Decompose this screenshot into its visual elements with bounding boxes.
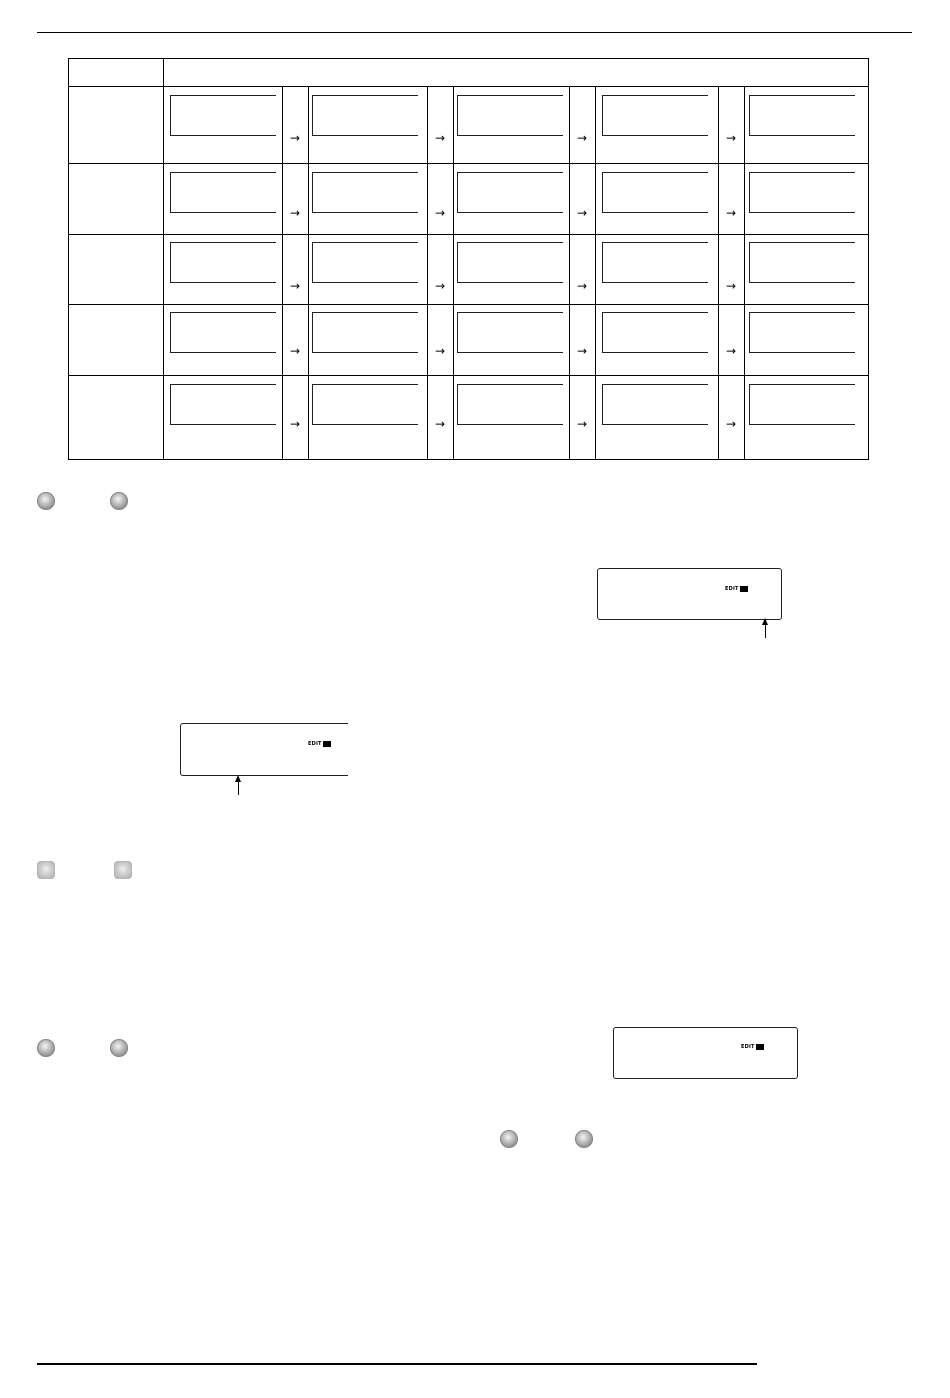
arrow-right-icon: → (576, 417, 588, 431)
table-border-bottom (68, 459, 869, 460)
arrow-right-icon: → (289, 344, 301, 358)
arrow-col-divider (595, 86, 596, 460)
square-button-icon (114, 861, 132, 879)
arrow-col-divider (308, 86, 309, 460)
arrow-right-icon: → (576, 206, 588, 220)
arrow-right-icon: → (725, 417, 737, 431)
lcd-display (613, 1027, 798, 1079)
dial-knob-icon (500, 1130, 518, 1148)
dial-knob-icon (110, 1039, 128, 1057)
lcd-screen (457, 384, 563, 425)
dial-knob-icon (110, 492, 128, 510)
table-row-divider (68, 234, 869, 235)
arrow-right-icon: → (434, 206, 446, 220)
lcd-screen (457, 95, 563, 136)
arrow-right-icon: → (576, 344, 588, 358)
edit-label: EDIT (741, 1044, 755, 1050)
lcd-screen (457, 312, 563, 353)
lcd-screen (312, 384, 418, 425)
arrow-right-icon: → (576, 279, 588, 293)
edit-mode-box-icon (756, 1044, 764, 1050)
screen-sequence-table (0, 0, 950, 470)
arrow-right-icon: → (434, 344, 446, 358)
lcd-screen (749, 312, 855, 353)
table-header-content-cell (166, 60, 866, 84)
arrow-col-divider (744, 86, 745, 460)
lcd-screen (602, 384, 708, 425)
edit-label: EDIT (308, 741, 322, 747)
lcd-screen (170, 95, 276, 136)
arrow-right-icon: → (434, 279, 446, 293)
lcd-screen (457, 172, 563, 213)
lcd-display (180, 723, 348, 776)
arrow-col-divider (569, 86, 570, 460)
cursor-pointer-arrow-icon (238, 781, 239, 795)
arrow-right-icon: → (289, 417, 301, 431)
edit-mode-box-icon (740, 586, 748, 592)
lcd-screen (457, 242, 563, 283)
dial-knob-icon (575, 1130, 593, 1148)
lcd-screen (602, 172, 708, 213)
table-row-divider (68, 304, 869, 305)
arrow-col-divider (453, 86, 454, 460)
lcd-screen (602, 242, 708, 283)
lcd-screen (170, 172, 276, 213)
edit-indicator (741, 1044, 764, 1050)
lcd-screen (170, 312, 276, 353)
lcd-screen (602, 95, 708, 136)
arrow-right-icon: → (434, 417, 446, 431)
footer-rule (37, 1363, 757, 1365)
table-header-divider (68, 86, 869, 87)
lcd-screen (749, 95, 855, 136)
arrow-right-icon: → (576, 131, 588, 145)
square-button-icon (37, 861, 55, 879)
lcd-screen (170, 384, 276, 425)
table-header-label-cell (70, 60, 160, 84)
lcd-screen (312, 312, 418, 353)
edit-indicator (308, 741, 331, 747)
arrow-col-divider (282, 86, 283, 460)
edit-label: EDIT (725, 586, 739, 592)
dial-knob-icon (37, 492, 55, 510)
arrow-right-icon: → (725, 279, 737, 293)
arrow-col-divider (427, 86, 428, 460)
table-border-top (68, 58, 869, 59)
arrow-col-divider (718, 86, 719, 460)
arrow-right-icon: → (725, 131, 737, 145)
arrow-right-icon: → (725, 344, 737, 358)
arrow-right-icon: → (725, 206, 737, 220)
arrow-right-icon: → (289, 206, 301, 220)
table-border-right (868, 58, 869, 460)
dial-knob-icon (37, 1039, 55, 1057)
table-border-left (68, 58, 69, 460)
lcd-screen (602, 312, 708, 353)
lcd-screen (312, 172, 418, 213)
lcd-screen (170, 242, 276, 283)
lcd-display (597, 568, 782, 620)
table-label-divider (163, 58, 164, 460)
arrow-right-icon: → (289, 131, 301, 145)
table-row-divider (68, 375, 869, 376)
arrow-right-icon: → (289, 279, 301, 293)
lcd-screen (749, 384, 855, 425)
arrow-right-icon: → (434, 131, 446, 145)
lcd-screen (312, 95, 418, 136)
lcd-screen (312, 242, 418, 283)
lcd-screen (749, 242, 855, 283)
cursor-pointer-arrow-icon (765, 624, 766, 638)
edit-indicator (725, 586, 748, 592)
edit-mode-box-icon (323, 741, 331, 747)
table-row-divider (68, 163, 869, 164)
lcd-screen (749, 172, 855, 213)
